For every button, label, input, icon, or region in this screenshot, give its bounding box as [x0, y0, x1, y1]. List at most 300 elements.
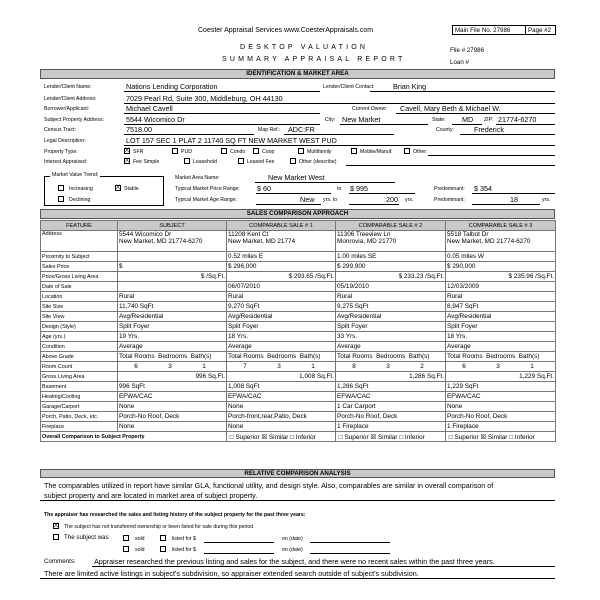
other-type-label: Other:: [413, 149, 428, 155]
age-unit: yrs. to: [323, 197, 338, 203]
fee-simple-label: Fee Simple: [133, 159, 160, 165]
price-to-label: to: [337, 186, 342, 192]
grid-cell: Porch-front,rear,Patio, Deck: [227, 412, 336, 422]
grid-cell: 1 Fireplace: [446, 422, 556, 432]
pred-price-dollar: $: [474, 184, 478, 193]
grid-row: [41, 422, 556, 432]
increasing-checkbox[interactable]: [58, 185, 64, 191]
price-to-line: [349, 193, 415, 194]
grid-header-comp1: COMPARABLE SALE # 1: [227, 221, 336, 231]
relative-line-rule: [40, 500, 555, 501]
comment-2: There are limited active listings in subject's subdivision, so appraiser extended search outside of subject's subdivision.: [44, 569, 419, 578]
grid-cell: None: [446, 402, 556, 412]
superior-checkbox[interactable]: □: [229, 433, 234, 441]
census-label: Census Tract:: [44, 127, 77, 133]
relative-line-1: The comparables utilized in report have similar GLA, functional utility, and design style. Also, comparables are similar in overall comparison of: [44, 481, 494, 490]
pred-age: 18: [510, 195, 518, 204]
grid-row: [41, 412, 556, 422]
leased-fee-checkbox[interactable]: [238, 158, 244, 164]
pred-age-label: Predominant:: [434, 197, 465, 203]
grid-cell: Average: [118, 342, 227, 352]
grid-cell: 05/19/2010: [336, 282, 446, 292]
subject-address-label: Subject Property Address:: [44, 117, 104, 123]
comment-1: Appraiser researched the previous listing and sales for the subject, and there were no recent sales within the past three years.: [94, 557, 495, 566]
interest-label: Interest Appraised:: [44, 159, 88, 165]
room-count: 3: [168, 363, 172, 370]
grid-row: [41, 252, 556, 262]
sfr-label: SFR: [133, 149, 144, 155]
city: New Market: [342, 115, 381, 124]
opt-label: Inferior: [295, 433, 316, 441]
price-from: 60: [263, 184, 271, 193]
listed-2-checkbox[interactable]: [160, 546, 166, 552]
other-interest-checkbox[interactable]: [290, 158, 296, 164]
grid-cell: 12/03/2009: [446, 282, 556, 292]
mobile-checkbox[interactable]: [351, 148, 357, 154]
age-from-line: [256, 204, 321, 205]
room-count: 3: [277, 363, 281, 370]
on-date-2-label: on (date): [282, 547, 303, 553]
not-transferred-label: The subject has not transferred ownership or been listed for sale during this period.: [64, 524, 255, 530]
grid-cell: 19 Yrs.: [118, 332, 227, 342]
grid-cell: None: [118, 422, 227, 432]
opt-label: Superior: [344, 433, 369, 441]
grid-cell: $ 299,900: [336, 262, 446, 272]
opt-label: Inferior: [404, 433, 425, 441]
zip-label: ZIP:: [484, 117, 494, 123]
pud-checkbox[interactable]: [172, 148, 178, 154]
grid-cell: 996 SqFt: [118, 382, 227, 392]
address-label: Address: [41, 231, 118, 252]
listed-price-2-line: [204, 553, 274, 554]
sold-2-label: sold: [135, 547, 145, 553]
leased-fee-label: Leased Fee: [247, 159, 275, 165]
market-area-label: Market Area Name:: [175, 175, 220, 181]
main-file-no: Main File No. 27986: [455, 27, 511, 34]
grid-cell: Split Foyer: [446, 322, 556, 332]
multifamily-checkbox[interactable]: [298, 148, 304, 154]
stable-checkbox[interactable]: X: [116, 185, 121, 191]
lender-contact-label: Lender/Client Contact:: [323, 84, 375, 90]
grid-cell: 06/07/2010: [227, 282, 336, 292]
market-area: New Market West: [268, 173, 325, 182]
room-heads: [446, 352, 556, 362]
grid-row: [41, 322, 556, 332]
grid-row: [41, 332, 556, 342]
addr-line: New Market, MD 21774-6270: [119, 238, 203, 245]
room-heads: [118, 352, 227, 362]
grid-cell: Porch-No Roof, Deck: [336, 412, 446, 422]
above-grade-label: Above Grade: [41, 352, 118, 362]
room-head: Bath(s): [408, 353, 430, 360]
grid-header-subject: SUBJECT: [118, 221, 227, 231]
room-head: Bath(s): [518, 353, 540, 360]
lender-contact-line: [370, 91, 555, 92]
comp3-address-cell: [446, 231, 556, 252]
loan-number: Loan #: [450, 59, 469, 66]
grid-cell: Rural: [227, 292, 336, 302]
stable-label: Stable: [124, 186, 139, 192]
grid-row: [41, 282, 556, 292]
grid-row: [41, 302, 556, 312]
county-line: [460, 134, 555, 135]
subject-was-checkbox[interactable]: [53, 534, 59, 540]
grid-label: Heating/Cooling: [41, 392, 118, 402]
declining-checkbox[interactable]: [58, 196, 64, 202]
county: Frederick: [474, 125, 504, 134]
price-from-dollar: $: [257, 184, 261, 193]
room-count-cell: [446, 362, 556, 372]
grid-header-comp3: COMPARABLE SALE # 3: [446, 221, 556, 231]
borrower-label: Borrower/Applicant:: [44, 106, 90, 112]
room-count-row: [41, 362, 556, 372]
grid-cell: [118, 252, 227, 262]
room-count: 2: [420, 363, 424, 370]
room-head: Bedrooms: [267, 353, 297, 360]
superior-checkbox[interactable]: □: [338, 433, 343, 441]
grid-cell: None: [227, 422, 336, 432]
room-head: Bedrooms: [158, 353, 188, 360]
subject-address-cell: [118, 231, 227, 252]
zip: 21774-6270: [498, 115, 537, 124]
city-label: City:: [325, 117, 336, 123]
grid-row: [41, 402, 556, 412]
grid-header-feature: FEATURE: [41, 221, 118, 231]
similar-checkbox[interactable]: ☒: [480, 433, 487, 441]
overall-row: [41, 432, 556, 442]
grid-cell: 8,947 SqFt: [446, 302, 556, 312]
room-count: 6: [134, 363, 138, 370]
gla-row: [41, 372, 556, 382]
grid-cell: 9,270 SqFt: [227, 302, 336, 312]
grid-label: Porch, Patio, Deck, etc.: [41, 412, 118, 422]
company-line: Coester Appraisal Services www.CoesterAppraisals.com: [198, 27, 374, 34]
room-count: 7: [243, 363, 247, 370]
grid-label: Site View: [41, 312, 118, 322]
room-head: Total Rooms: [228, 353, 264, 360]
sold-checkbox[interactable]: [123, 535, 129, 541]
address-row: [41, 231, 556, 252]
other-interest-label: Other (describe): [299, 159, 337, 165]
room-count: 8: [352, 363, 356, 370]
opt-label: Superior: [454, 433, 479, 441]
subject-address: 5544 Wicomico Dr: [126, 115, 185, 124]
grid-cell: $ /Sq.Ft.: [118, 272, 227, 282]
room-count: 3: [496, 363, 500, 370]
room-count-cell: [336, 362, 446, 372]
price-from-line: [256, 193, 331, 194]
listed-label: listed for $: [172, 536, 196, 542]
inferior-checkbox[interactable]: □: [509, 433, 514, 441]
room-count-cell: [118, 362, 227, 372]
sales-section-bar: SALES COMPARISON APPROACH: [40, 209, 555, 219]
borrower: Michael Cavell: [126, 104, 173, 113]
pred-price: 354: [480, 184, 492, 193]
comment-2-line: [40, 578, 555, 579]
listed-2-label: listed for $: [172, 547, 196, 553]
pred-age-yrs: yrs.: [542, 197, 551, 203]
room-count: 1: [530, 363, 534, 370]
room-count-cell: [227, 362, 336, 372]
not-transferred-checkbox[interactable]: X: [54, 523, 59, 529]
on-date-label: on (date): [282, 536, 303, 542]
grid-cell: 1,286 SqFt: [336, 382, 446, 392]
census: 7518.00: [126, 125, 152, 134]
similar-checkbox[interactable]: ☒: [261, 433, 268, 441]
age-from: New: [300, 195, 315, 204]
grid-cell: Rural: [118, 292, 227, 302]
addr-line: New Market, MD 21774: [228, 238, 296, 245]
state: MD: [462, 115, 474, 124]
grid-cell: EFWA/CAC: [118, 392, 227, 402]
room-heads: [227, 352, 336, 362]
above-grade-row: [41, 352, 556, 362]
room-count: 3: [386, 363, 390, 370]
addr-line: New Market, MD 21774-6270: [447, 238, 531, 245]
similar-checkbox[interactable]: ☒: [370, 433, 377, 441]
file-box-divider: [525, 26, 526, 35]
opt-label: Similar: [377, 433, 398, 441]
borrower-line: [124, 113, 320, 114]
condo-label: Condo: [230, 149, 246, 155]
grid-row: [41, 342, 556, 352]
room-head: Total Rooms: [337, 353, 373, 360]
census-line: [124, 134, 254, 135]
county-label: County:: [436, 127, 454, 133]
page-number: Page #2: [528, 27, 552, 34]
room-head: Bath(s): [190, 353, 212, 360]
opt-label: Similar: [268, 433, 289, 441]
overall-label: Overall Comparison to Subject Property: [41, 432, 227, 442]
comments-label: Comments:: [44, 558, 76, 565]
grid-cell: [118, 282, 227, 292]
grid-cell: Porch-No Roof, Deck: [446, 412, 556, 422]
legal: LOT 157 SEC 1 PLAT 2 11740 SQ FT NEW MARKET WEST PUD: [126, 136, 337, 145]
grid-label: Proximity to Subject: [41, 252, 118, 262]
sold-label: sold: [135, 536, 145, 542]
subject-was-label: The subject was: [64, 534, 109, 541]
overall-comp3: [446, 432, 556, 442]
comp2-address-cell: [336, 231, 446, 252]
grid-row: [41, 392, 556, 402]
file-box: [452, 25, 556, 35]
gla-label: Gross Living Area: [41, 372, 118, 382]
addr-line: 5544 Wicomico Dr: [119, 231, 172, 238]
map-label: Map Ref.:: [258, 127, 281, 133]
other-type-checkbox[interactable]: [404, 148, 410, 154]
lender-name-label: Lender/Client Name:: [44, 84, 92, 90]
age-to: 200: [386, 195, 398, 204]
grid-row: [41, 382, 556, 392]
lender-name-line: [124, 91, 320, 92]
grid-cell: Rural: [336, 292, 446, 302]
grid-cell: $ 235.96 /Sq.Ft.: [446, 272, 556, 282]
title-line-1: DESKTOP VALUATION: [240, 44, 369, 51]
grid-cell: EFWA/CAC: [446, 392, 556, 402]
coop-label: Coop: [262, 149, 275, 155]
inferior-checkbox[interactable]: □: [290, 433, 295, 441]
map-line: [284, 134, 394, 135]
sold-2-checkbox[interactable]: [123, 546, 129, 552]
superior-checkbox[interactable]: □: [448, 433, 453, 441]
room-heads: [336, 352, 446, 362]
grid-label: Date of Sale: [41, 282, 118, 292]
grid-cell: Split Foyer: [118, 322, 227, 332]
room-head: Bedrooms: [486, 353, 516, 360]
grid-cell: 33 Yrs.: [336, 332, 446, 342]
price-range-label: Typical Market Price Range:: [175, 186, 240, 192]
grid-cell: None: [227, 402, 336, 412]
opt-label: Inferior: [514, 433, 535, 441]
grid-cell: 18 Yrs.: [446, 332, 556, 342]
grid-row: [41, 272, 556, 282]
leasehold-label: Leasehold: [193, 159, 217, 165]
grid-header-comp2: COMPARABLE SALE # 2: [336, 221, 446, 231]
pred-price-label: Predominant:: [434, 186, 465, 192]
grid-label: Basement: [41, 382, 118, 392]
history-heading: The appraiser has researched the sales and listing history of the subject property for the past three years:: [44, 512, 306, 518]
multifamily-label: Multifamily: [307, 149, 332, 155]
declining-label: Declining: [69, 197, 91, 203]
room-count: 6: [462, 363, 466, 370]
grid-cell: None: [118, 402, 227, 412]
grid-cell: $ 290,000: [446, 262, 556, 272]
sales-grid: [40, 220, 556, 442]
grid-cell: 1.00 miles SE: [336, 252, 446, 262]
pud-label: PUD: [181, 149, 192, 155]
room-head: Total Rooms: [447, 353, 483, 360]
opt-label: Similar: [487, 433, 508, 441]
grid-cell: 18 Yrs.: [227, 332, 336, 342]
gla-cell: 1,008 Sq.Ft.: [227, 372, 336, 382]
grid-cell: EFWA/CAC: [336, 392, 446, 402]
coop-checkbox[interactable]: [253, 148, 259, 154]
lender-address: 7029 Pearl Rd, Suite 300, Middleburg, OH 44130: [126, 94, 283, 103]
pred-price-line: [472, 193, 555, 194]
grid-cell: Avg/Residential: [227, 312, 336, 322]
grid-row: [41, 292, 556, 302]
grid-cell: 11,740 SqFt: [118, 302, 227, 312]
grid-cell: Average: [227, 342, 336, 352]
listed-checkbox[interactable]: [160, 535, 166, 541]
grid-label: Site Size: [41, 302, 118, 312]
lender-name: Nations Lending Corporation: [126, 82, 218, 91]
grid-header-row: [41, 221, 556, 231]
owner-label: Current Owner:: [352, 106, 388, 112]
age-to-line: [349, 204, 399, 205]
grid-label: Location: [41, 292, 118, 302]
price-to: 995: [356, 184, 368, 193]
price-to-dollar: $: [350, 184, 354, 193]
owner: Cavell, Mary Beth & Michael W.: [400, 104, 501, 113]
market-trend-label: Market Value Trend:: [52, 172, 99, 178]
gla-cell: 1,286 Sq.Ft.: [336, 372, 446, 382]
identification-section-bar: IDENTIFICATION & MARKET AREA: [40, 69, 555, 79]
legal-label: Legal Description:: [44, 138, 86, 144]
grid-label: Condition: [41, 342, 118, 352]
listed-price-line: [204, 542, 274, 543]
city-line: [340, 124, 428, 125]
addr-line: 5518 Talbot Dr: [447, 231, 489, 238]
other-type-line: [428, 155, 555, 156]
grid-cell: $ 293.65 /Sq.Ft.: [227, 272, 336, 282]
comment-1-line: [92, 566, 555, 567]
state-label: State:: [432, 117, 446, 123]
gla-cell: 1,229 Sq.Ft.: [446, 372, 556, 382]
grid-cell: 0.52 miles E: [227, 252, 336, 262]
on-date-line: [310, 542, 390, 543]
addr-line: Monrovia, MD 21770: [337, 238, 397, 245]
on-date-2-line: [310, 553, 390, 554]
grid-row: [41, 262, 556, 272]
grid-row: [41, 312, 556, 322]
grid-cell: Split Foyer: [227, 322, 336, 332]
grid-label: Sales Price: [41, 262, 118, 272]
condo-checkbox[interactable]: [221, 148, 227, 154]
age-range-label: Typical Market Age Range:: [175, 197, 237, 203]
room-head: Total Rooms: [119, 353, 155, 360]
legal-line: [124, 145, 555, 146]
relative-line-2: subject property and are located in market area of subject property.: [44, 491, 258, 500]
grid-cell: $: [118, 262, 227, 272]
file-number: File # 27986: [450, 47, 485, 54]
grid-cell: $ 296,000: [227, 262, 336, 272]
fee-simple-checkbox[interactable]: X: [125, 158, 130, 164]
room-head: Bath(s): [299, 353, 321, 360]
grid-label: Design (Style): [41, 322, 118, 332]
leasehold-checkbox[interactable]: [184, 158, 190, 164]
lender-contact: Brian King: [393, 82, 427, 91]
pred-age-line: [472, 204, 540, 205]
title-line-2: SUMMARY APPRAISAL REPORT: [222, 56, 406, 63]
property-type-label: Property Type:: [44, 149, 78, 155]
grid-label: Price/Gross Living Area: [41, 272, 118, 282]
grid-cell: 1,008 SqFt: [227, 382, 336, 392]
opt-label: Superior: [235, 433, 260, 441]
age-to-yrs: yrs.: [405, 197, 414, 203]
comp1-address-cell: [227, 231, 336, 252]
grid-label: Fireplace: [41, 422, 118, 432]
grid-cell: 1,229 SqFt: [446, 382, 556, 392]
grid-cell: Rural: [446, 292, 556, 302]
room-count: 1: [202, 363, 206, 370]
grid-label: Garage/Carport: [41, 402, 118, 412]
grid-cell: Avg/Residential: [118, 312, 227, 322]
zip-line: [496, 124, 555, 125]
grid-cell: $ 233.23 /Sq.Ft.: [336, 272, 446, 282]
grid-label: Age (yrs.): [41, 332, 118, 342]
gla-cell: 996 Sq.Ft.: [118, 372, 227, 382]
lender-address-label: Lender/Client Address:: [44, 96, 97, 102]
sfr-checkbox[interactable]: X: [125, 148, 130, 154]
room-count-label: Room Count: [41, 362, 118, 372]
grid-cell: Porch-No Roof, Deck: [118, 412, 227, 422]
other-interest-line: [346, 165, 555, 166]
room-head: Bedrooms: [376, 353, 406, 360]
owner-line: [396, 113, 555, 114]
addr-line: 11306 Treeview Ln: [337, 231, 391, 238]
grid-cell: Average: [446, 342, 556, 352]
grid-cell: 0.05 miles W: [446, 252, 556, 262]
room-count: 1: [311, 363, 315, 370]
increasing-label: Increasing: [69, 186, 93, 192]
overall-comp2: [336, 432, 446, 442]
grid-cell: Avg/Residential: [336, 312, 446, 322]
overall-comp1: [227, 432, 336, 442]
inferior-checkbox[interactable]: □: [399, 433, 404, 441]
grid-cell: Avg/Residential: [446, 312, 556, 322]
grid-cell: EFWA/CAC: [227, 392, 336, 402]
